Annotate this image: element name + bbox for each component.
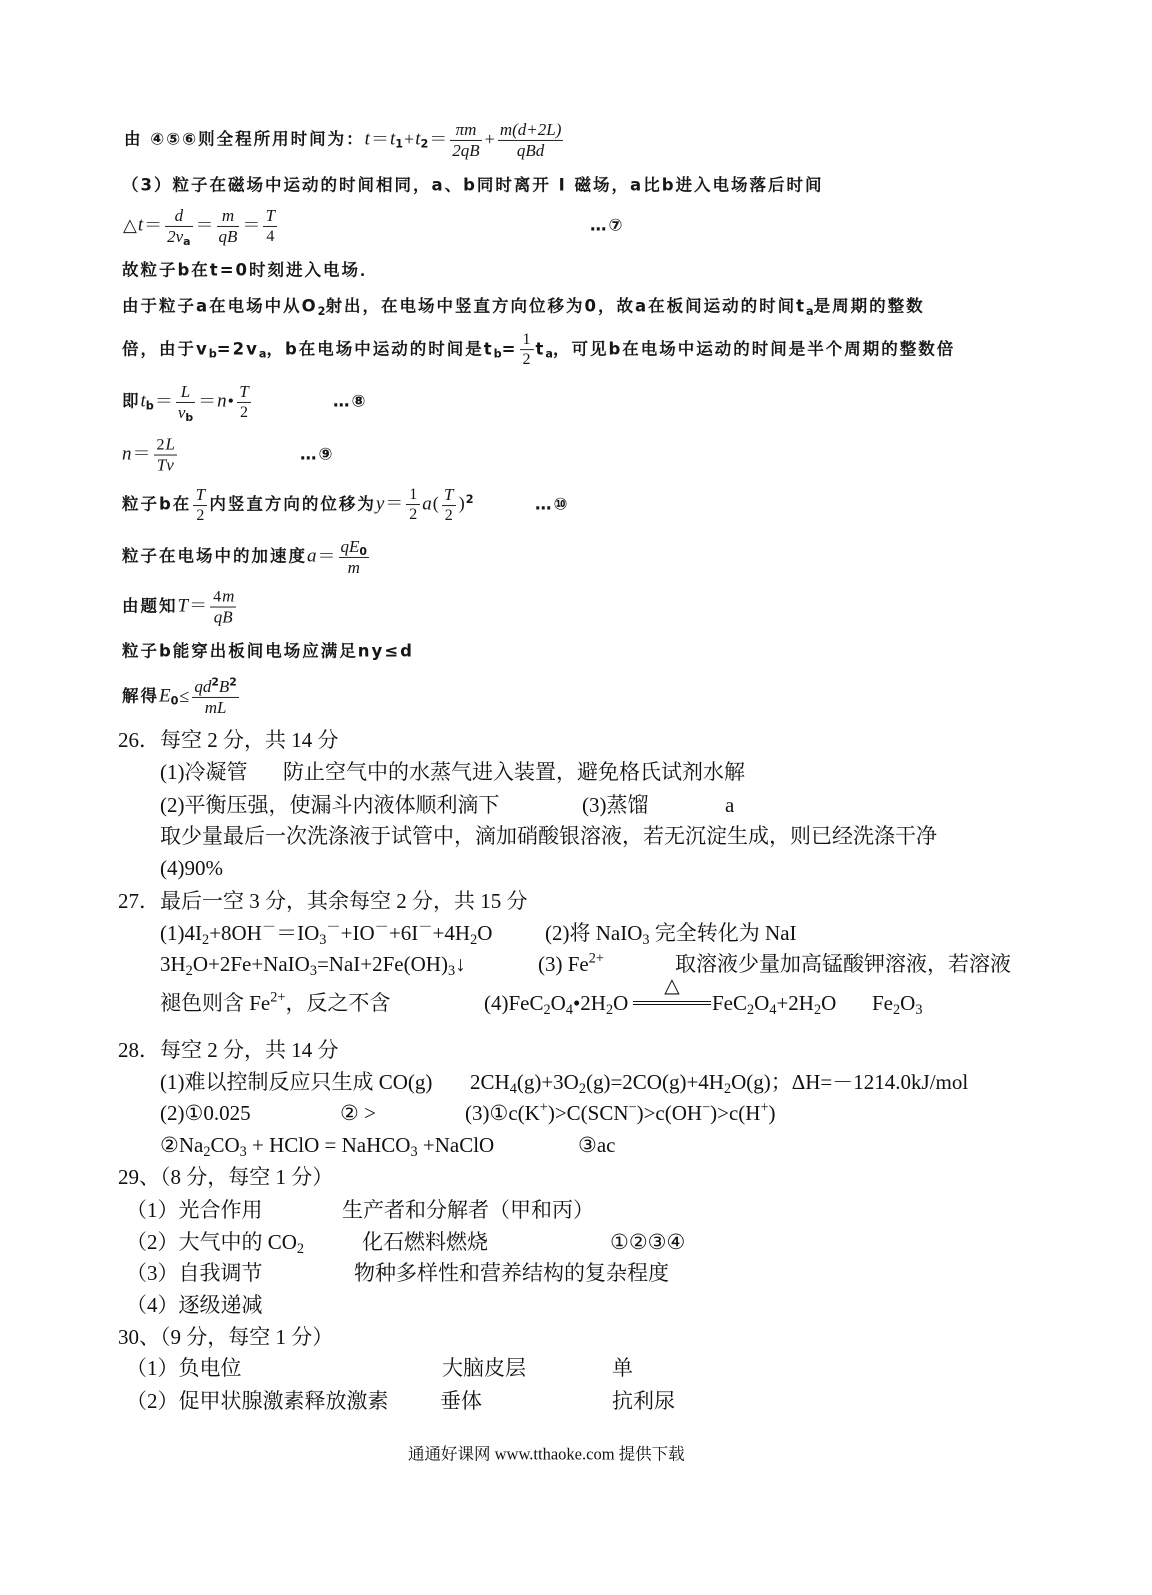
answer-30-2a: （2）促甲状腺激素释放激素 <box>126 1388 389 1413</box>
text-run: 褪色则含 Fe <box>160 990 271 1015</box>
answer-30-1c: 单 <box>612 1355 633 1380</box>
fraction-denominator <box>406 505 420 525</box>
total-time-expression <box>124 120 565 160</box>
fraction <box>210 587 236 628</box>
subscript: 0 <box>170 694 179 708</box>
math-symbol: ＝ <box>242 214 261 235</box>
b-enters-field-text: 故粒子b在t=0时刻进入电场． <box>122 260 379 280</box>
fraction-denominator <box>154 455 177 476</box>
subscript: a <box>258 347 267 361</box>
answer-26-4: (4)90% <box>160 855 223 880</box>
superscript: 2+ <box>588 950 604 967</box>
fraction-denominator <box>450 140 481 161</box>
fraction-denominator <box>192 697 239 718</box>
text-run: 是周期的整数 <box>813 296 925 316</box>
part-3-intro-text: （3）粒子在磁场中运动的时间相同，a、b同时离开 I 磁场，a比b进入电场落后时间 <box>122 175 824 195</box>
text-run: O <box>754 990 770 1015</box>
math-symbol: 2 <box>409 506 418 524</box>
subscript: b <box>145 399 154 413</box>
fraction <box>193 485 207 525</box>
b-half-period-text <box>122 330 955 370</box>
fraction-numerator <box>192 677 239 697</box>
math-symbol: ＝ <box>144 214 163 235</box>
fraction <box>176 382 195 422</box>
superscript: － <box>261 919 277 936</box>
heating-triangle-symbol: △ <box>664 973 680 997</box>
text-run: ＝IO <box>276 920 320 945</box>
answer-27-4-reactant <box>484 990 628 1016</box>
subscript: 2 <box>893 1001 901 1018</box>
subscript: 3 <box>915 1001 923 1018</box>
math-symbol: ＝ <box>385 493 404 514</box>
footer-source-text: 通通好课网 www.tthaoke.com 提供下载 <box>408 1444 685 1464</box>
equation-number-7: …⑦ <box>590 215 625 235</box>
math-variable: v <box>177 402 186 422</box>
fraction <box>406 485 420 525</box>
answer-27-2a <box>545 920 797 946</box>
answer-30-2b: 垂体 <box>440 1388 482 1413</box>
math-variable: πm <box>455 119 477 139</box>
fraction-denominator <box>442 505 456 525</box>
text-run: (3) Fe <box>538 951 589 976</box>
math-variable: t <box>364 128 370 150</box>
text-run: +8OH <box>209 920 262 945</box>
fraction-denominator <box>210 607 236 628</box>
fraction-denominator <box>339 557 369 578</box>
text-run: (g)=2CO(g)+4H <box>585 1069 724 1094</box>
math-variable: m <box>221 205 235 225</box>
subscript: b <box>185 410 194 424</box>
subscript: 2 <box>470 931 478 948</box>
text-run: +4H <box>432 920 471 945</box>
math-variable: a <box>422 493 432 515</box>
answer-28-1a: (1)难以控制反应只生成 CO(g) <box>160 1069 433 1094</box>
subscript: 1 <box>395 137 404 151</box>
answer-27-4-products <box>712 990 836 1016</box>
subscript: a <box>806 304 814 318</box>
text-run: O+2Fe+NaIO <box>192 951 310 976</box>
superscript: 2 <box>229 675 237 689</box>
answer-30-2c: 抗利尿 <box>612 1388 675 1413</box>
math-symbol: 2 <box>196 506 205 524</box>
fraction <box>165 206 192 246</box>
math-symbol: + <box>404 128 415 149</box>
math-variable: T <box>195 485 206 505</box>
subscript: 2 <box>813 1001 822 1018</box>
math-variable: qBd <box>516 140 545 160</box>
superscript: − <box>702 1099 711 1116</box>
text-run: 由于粒子a在电场中从O <box>122 296 318 316</box>
math-variable: L <box>165 434 175 454</box>
text-run: 粒子在电场中的加速度 <box>122 546 307 566</box>
answer-29-2c: ①②③④ <box>610 1229 686 1254</box>
math-symbol: ) <box>458 493 465 514</box>
displacement-equation <box>122 485 474 525</box>
subscript: 3 <box>239 1143 247 1160</box>
math-symbol: • <box>227 390 234 411</box>
subscript: 2 <box>185 962 193 979</box>
superscript: 2+ <box>270 989 286 1006</box>
fraction-numerator <box>217 206 240 226</box>
math-symbol: 1 <box>409 486 418 504</box>
math-symbol: ＝ <box>198 390 217 411</box>
math-variable: T <box>177 595 189 617</box>
answer-29-1a: （1）光合作用 <box>126 1197 263 1222</box>
fraction <box>237 382 251 422</box>
answer-30-1a: （1）负电位 <box>126 1355 242 1380</box>
text-run: )>C(SCN <box>547 1100 629 1125</box>
math-variable: E <box>159 685 171 707</box>
math-variable: m <box>222 586 235 606</box>
text-run: +IO <box>340 920 375 945</box>
text-run: (1)4I <box>160 920 202 945</box>
text-run: ，b在电场中运动的时间是t <box>266 339 494 359</box>
text-run: 完全转化为 NaI <box>649 920 797 945</box>
answer-26-3b: a <box>725 792 735 817</box>
math-symbol: ＝ <box>189 595 208 616</box>
period-equation <box>122 587 238 628</box>
text-run: 粒子b在 <box>122 494 192 514</box>
math-variable: mL <box>204 697 227 717</box>
fraction-denominator <box>193 505 207 525</box>
subscript: 3 <box>642 931 650 948</box>
answer-26-1b: 防止空气中的水蒸气进入装置，避免格氏试剂水解 <box>283 759 745 784</box>
math-variable: t <box>415 128 421 150</box>
text-run: •2H <box>572 990 606 1015</box>
math-variable: qE <box>340 536 360 556</box>
superscript: － <box>326 919 341 936</box>
text-run: 解得 <box>122 686 159 706</box>
superscript: + <box>539 1099 548 1116</box>
math-variable: t <box>389 128 396 150</box>
subscript: 3 <box>309 962 317 979</box>
answer-28-3b <box>160 1132 494 1158</box>
subscript: b <box>208 347 217 361</box>
math-variable: qB <box>218 226 238 246</box>
math-variable: d <box>174 205 184 225</box>
fraction-denominator <box>176 402 195 423</box>
subscript: b <box>493 347 502 361</box>
math-symbol: ＝ <box>370 128 389 149</box>
question-29-scoring: 29、（8 分，每空 1 分） <box>118 1164 334 1189</box>
answer-27-4b <box>872 990 922 1016</box>
answer-29-3a: （3）自我调节 <box>126 1260 263 1285</box>
text-run: CO <box>210 1132 240 1157</box>
text-run: 由题知 <box>122 596 178 616</box>
math-variable: T <box>265 206 276 226</box>
fraction <box>192 677 239 717</box>
text-run: 3H <box>160 951 186 976</box>
subscript: 2 <box>578 1080 586 1097</box>
delay-time-equation <box>122 206 279 246</box>
subscript: 2 <box>420 137 429 151</box>
question-26-scoring: 26．每空 2 分，共 14 分 <box>118 727 339 752</box>
subscript: 4 <box>509 1080 517 1097</box>
fraction <box>339 537 369 577</box>
text-run: O <box>613 990 629 1015</box>
a-exit-period-text <box>122 297 925 318</box>
fraction-numerator <box>339 537 369 557</box>
answer-26-3a: (3)蒸馏 <box>582 792 649 817</box>
math-variable: t <box>140 390 146 412</box>
text-run: (2)将 NaIO <box>545 920 643 945</box>
text-run: )>c(H <box>710 1100 761 1125</box>
subscript: a <box>545 347 553 361</box>
math-symbol: ＝ <box>132 443 151 464</box>
subscript: 2 <box>201 931 210 948</box>
fraction-numerator <box>450 120 481 140</box>
math-variable: n <box>217 390 227 412</box>
answer-26-1a: (1)冷凝管 <box>160 759 248 784</box>
text-run: 由 ④⑤⑥则全程所用时间为： <box>124 129 365 149</box>
n-equation <box>122 435 179 476</box>
fraction-numerator <box>165 206 192 226</box>
math-symbol: ( <box>432 493 439 514</box>
fraction <box>450 120 481 160</box>
subscript: 2 <box>605 1001 614 1018</box>
fraction-numerator <box>210 587 236 607</box>
math-symbol: ＝ <box>154 390 173 411</box>
text-run: =2v <box>216 339 259 359</box>
fraction-numerator <box>498 120 564 140</box>
answer-27-3c <box>160 990 390 1016</box>
fraction <box>442 485 456 525</box>
text-run: +2H <box>776 990 814 1015</box>
fraction <box>217 206 240 246</box>
subscript: 0 <box>359 544 367 558</box>
text-run: （2）大气中的 CO <box>126 1229 297 1254</box>
subscript: 2 <box>723 1080 732 1097</box>
answer-29-2b: 化石燃料燃烧 <box>362 1229 488 1254</box>
text-run: = <box>501 339 518 359</box>
subscript: 3 <box>447 962 456 979</box>
subscript: 2 <box>747 1001 755 1018</box>
answer-26-3c: 取少量最后一次洗涤液于试管中，滴加硝酸银溶液，若无沉淀生成，则已经洗涤干净 <box>160 823 937 848</box>
math-symbol: 4 <box>266 227 275 245</box>
math-symbol: ＝ <box>317 545 336 566</box>
question-27-scoring: 27．最后一空 3 分，其余每空 2 分，共 15 分 <box>118 888 528 913</box>
fraction-numerator <box>154 435 177 455</box>
fraction <box>154 435 177 476</box>
text-run: 2CH <box>470 1069 510 1094</box>
answer-29-3b: 物种多样性和营养结构的复杂程度 <box>354 1260 669 1285</box>
answer-29-4: （4）逐级递减 <box>126 1292 263 1317</box>
answer-28-3c: ③ac <box>578 1132 616 1157</box>
superscript: − <box>628 1099 637 1116</box>
text-run: ) <box>768 1100 776 1125</box>
fraction-numerator <box>263 206 277 226</box>
heating-condition-arrow <box>633 973 711 1005</box>
math-variable: T <box>239 382 249 402</box>
fraction-numerator <box>520 330 534 349</box>
superscript: 2 <box>465 492 474 506</box>
text-run: (g)+3O <box>516 1069 579 1094</box>
subscript: 2 <box>317 304 326 318</box>
subscript: 4 <box>565 1001 573 1018</box>
fraction-numerator <box>442 485 456 505</box>
math-variable: T <box>444 485 454 505</box>
answer-27-1 <box>160 920 492 946</box>
math-symbol: 2 <box>156 436 165 454</box>
math-variable: 2v <box>167 226 184 246</box>
math-symbol: 2 <box>522 351 531 369</box>
math-variable: B <box>218 676 230 696</box>
acceleration-equation <box>122 537 371 577</box>
fraction-numerator <box>176 382 195 402</box>
superscript: － <box>418 919 433 936</box>
equation-number-9: …⑨ <box>300 444 335 464</box>
text-run: FeC <box>712 990 748 1015</box>
math-symbol: 2 <box>239 403 248 421</box>
math-symbol: △ <box>123 214 137 235</box>
equation-number-10: …⑩ <box>535 494 570 514</box>
fraction-denominator <box>498 140 564 161</box>
e0-result-equation <box>122 677 241 717</box>
math-variable: qd <box>194 676 212 696</box>
text-run: 即 <box>122 391 141 411</box>
superscript: 2 <box>211 675 219 689</box>
fraction <box>498 120 564 160</box>
exit-condition-text: 粒子b能穿出板间电场应满足ny≤d <box>122 641 414 661</box>
question-30-scoring: 30、（9 分，每空 1 分） <box>118 1324 334 1349</box>
fraction-numerator <box>237 382 251 402</box>
math-variable: n <box>122 443 132 465</box>
math-symbol: 4 <box>213 588 222 606</box>
question-28-scoring: 28．每空 2 分，共 14 分 <box>118 1037 339 1062</box>
answer-27-3b: 取溶液少量加高锰酸钾溶液，若溶液 <box>675 951 1011 976</box>
math-variable: a <box>307 545 317 567</box>
math-variable: m(d+2L) <box>499 119 562 139</box>
text-run: Fe <box>872 990 893 1015</box>
answer-29-1b: 生产者和分解者（甲和丙） <box>342 1197 594 1222</box>
text-run: =NaI+2Fe(OH) <box>316 951 448 976</box>
answer-26-2: (2)平衡压强，使漏斗内液体顺利滴下 <box>160 792 500 817</box>
answer-28-2a: (2)①0.025 <box>160 1100 251 1125</box>
answer-28-1b <box>470 1069 968 1095</box>
math-variable: 2qB <box>452 140 480 160</box>
text-run: 倍，由于v <box>122 339 209 359</box>
answer-29-2a <box>126 1229 304 1255</box>
math-variable: t <box>137 214 144 236</box>
text-run: (4)FeC <box>484 990 544 1015</box>
text-run: +6I <box>388 920 419 945</box>
math-variable: L <box>180 381 191 401</box>
fraction-denominator <box>520 350 534 370</box>
text-run: ②Na <box>160 1132 204 1157</box>
fraction-numerator <box>193 485 207 505</box>
equation-number-8: …⑧ <box>333 391 368 411</box>
fraction-denominator <box>263 226 277 246</box>
text-run: )>c(OH <box>636 1100 703 1125</box>
math-variable: m <box>347 557 360 577</box>
subscript: 2 <box>203 1143 211 1160</box>
text-run: ，反之不含 <box>285 990 391 1015</box>
subscript: 3 <box>410 1143 418 1160</box>
subscript: 3 <box>319 931 327 948</box>
text-run: 内竖直方向的位移为 <box>209 494 376 514</box>
text-run: t <box>535 339 546 359</box>
text-run: O <box>900 990 916 1015</box>
text-run: ，可见b在电场中运动的时间是半个周期的整数倍 <box>552 339 956 359</box>
math-symbol: 1 <box>522 331 531 349</box>
superscript: － <box>374 919 389 936</box>
text-run: O(g)；ΔH=－1214.0kJ/mol <box>731 1069 969 1094</box>
math-symbol: 2 <box>444 506 453 524</box>
math-symbol: ＝ <box>429 128 448 149</box>
answer-27-3a <box>538 951 604 977</box>
fraction <box>263 206 277 246</box>
answer-30-1b: 大脑皮层 <box>442 1355 526 1380</box>
fraction-denominator <box>237 402 251 422</box>
math-symbol: + <box>484 128 495 149</box>
math-variable: y <box>375 493 385 515</box>
tb-equation <box>122 382 253 422</box>
text-run: + HClO = NaHCO <box>246 1132 411 1157</box>
subscript: 2 <box>296 1240 305 1257</box>
fraction-denominator <box>165 226 192 247</box>
math-variable: qB <box>213 607 233 627</box>
subscript: 2 <box>543 1001 551 1018</box>
text-run: O <box>477 920 493 945</box>
answer-27-2b <box>160 951 466 977</box>
math-symbol: ≤ <box>179 685 190 706</box>
text-run: (3)①c(K <box>465 1100 540 1125</box>
answer-28-3a <box>465 1100 776 1126</box>
subscript: a <box>183 234 191 248</box>
superscript: + <box>760 1099 769 1116</box>
text-run: +NaClO <box>417 1132 495 1157</box>
text-run: 射出，在电场中竖直方向位移为0，故a在板间运动的时间t <box>325 296 806 316</box>
text-run: ↓ <box>455 951 466 976</box>
fraction <box>520 330 534 370</box>
fraction-denominator <box>217 226 240 247</box>
text-run: O <box>550 990 566 1015</box>
fraction-numerator <box>406 485 420 504</box>
text-run: O <box>821 990 837 1015</box>
subscript: 4 <box>769 1001 777 1018</box>
math-variable: Tv <box>156 455 174 475</box>
answer-28-2b: ② > <box>340 1100 376 1125</box>
math-symbol: ＝ <box>195 214 214 235</box>
